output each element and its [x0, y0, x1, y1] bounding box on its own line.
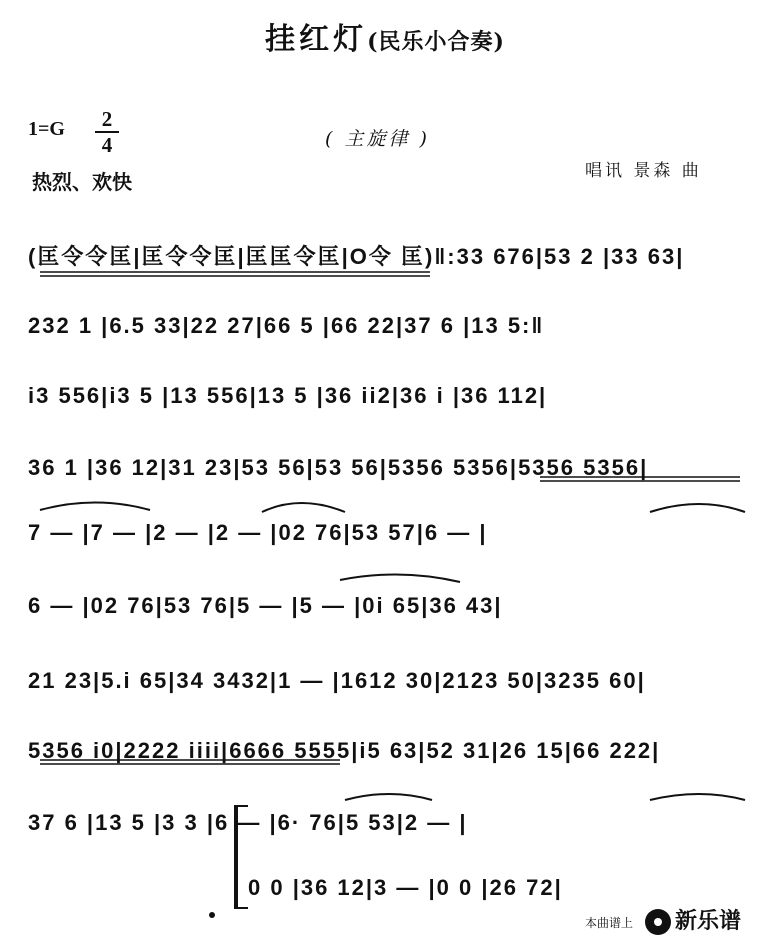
slur-1 [40, 503, 150, 511]
score-row-6: 6 — |02 76|53 76|5 — |5 — |0i 65|36 43| [28, 593, 503, 618]
key-signature: 1=G [28, 118, 65, 140]
logo-text: 新乐谱 [675, 909, 742, 934]
time-signature-bottom: 4 [101, 133, 113, 157]
score-row-9: 37 6 |13 5 |3 3 |6 — |6· 76|5 53|2 — | [28, 810, 468, 835]
slur-3 [650, 504, 745, 512]
score-row-1: (匡令令匡|匡令令匡|匡匡令匡|O令 匡)‖:33 676|53 2 |33 63| [28, 244, 685, 269]
part-label: ( 主旋律 ) [325, 128, 430, 150]
tempo-marking: 热烈、欢快 [32, 170, 132, 194]
logo-disc-icon [645, 909, 671, 935]
slur-5 [345, 794, 432, 800]
score-row-7: 21 23|5.i 65|34 3432|1 — |1612 30|2123 50|3235 60| [28, 668, 646, 693]
dot-marker [209, 912, 215, 918]
slur-2 [262, 503, 345, 512]
score-row-2: 232 1 |6.5 33|22 27|66 5 |66 22|37 6 |13 5:‖ [28, 313, 545, 338]
score-row-8: 5356 i0|2222 iiii|6666 5555|i5 63|52 31|26 15|66 222| [28, 738, 661, 763]
score-row-4: 36 1 |36 12|31 23|53 56|53 56|5356 5356|5356 5356| [28, 455, 649, 480]
time-signature-top: 2 [101, 107, 113, 131]
composer-credit: 唱讯 景森 曲 [585, 161, 702, 181]
score-row-10: 0 0 |36 12|3 — |0 0 |26 72| [248, 875, 563, 900]
title-main: 挂红灯 [265, 22, 368, 57]
site-logo[interactable] [645, 904, 741, 935]
score-row-3: i3 556|i3 5 |13 556|13 5 |36 ii2|36 i |36 112| [28, 383, 548, 408]
title-subtitle: (民乐小合奏) [367, 29, 505, 55]
slur-4 [340, 574, 460, 582]
watermark-text: 本曲谱上 [585, 916, 634, 930]
score-row-5: 7 — |7 — |2 — |2 — |02 76|53 57|6 — | [28, 520, 488, 545]
slur-6 [650, 794, 745, 800]
